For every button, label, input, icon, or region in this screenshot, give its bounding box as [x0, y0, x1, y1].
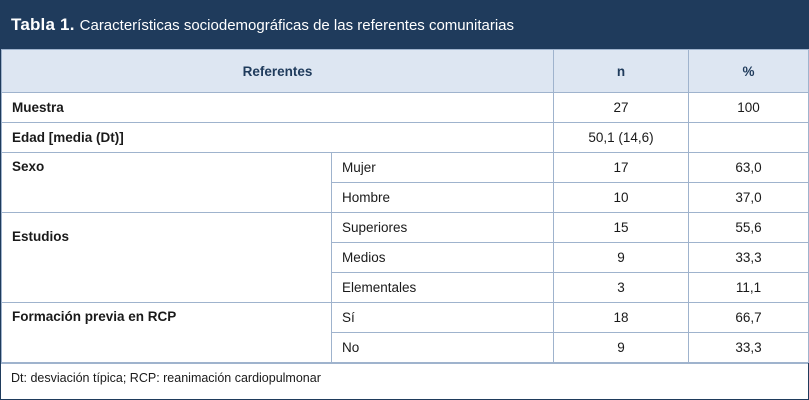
cell-n: 27 — [554, 93, 689, 123]
table-title-bar — [1, 1, 808, 49]
table-row — [2, 123, 809, 153]
table-row — [2, 153, 809, 183]
cell-n: 18 — [554, 303, 689, 333]
row-label-edad: Edad [media (Dt)] — [2, 123, 554, 153]
cell-pct: 37,0 — [689, 183, 809, 213]
cell-n: 3 — [554, 273, 689, 303]
sub-label: Superiores — [332, 213, 554, 243]
group-label-sexo: Sexo — [2, 153, 332, 213]
table-row — [2, 213, 809, 243]
column-header-pct: % — [689, 50, 809, 93]
cell-n: 10 — [554, 183, 689, 213]
cell-pct: 33,3 — [689, 333, 809, 363]
sub-label: Mujer — [332, 153, 554, 183]
sub-label: Hombre — [332, 183, 554, 213]
cell-n: 15 — [554, 213, 689, 243]
row-label-muestra: Muestra — [2, 93, 554, 123]
cell-empty — [689, 123, 809, 153]
cell-n: 17 — [554, 153, 689, 183]
column-header-referentes: Referentes — [2, 50, 554, 93]
cell-pct: 66,7 — [689, 303, 809, 333]
header-row — [2, 50, 809, 93]
sub-label: No — [332, 333, 554, 363]
column-header-n: n — [554, 50, 689, 93]
sub-label: Elementales — [332, 273, 554, 303]
group-label-estudios: Estudios — [2, 213, 332, 303]
cell-pct: 55,6 — [689, 213, 809, 243]
sub-label: Medios — [332, 243, 554, 273]
table-row — [2, 93, 809, 123]
table-number: Tabla 1. — [11, 15, 75, 34]
group-label-formacion: Formación previa en RCP — [2, 303, 332, 363]
cell-n: 9 — [554, 333, 689, 363]
sub-label: Sí — [332, 303, 554, 333]
table-caption: Características sociodemográficas de las referentes comunitarias — [79, 16, 514, 34]
cell-edad-value: 50,1 (14,6) — [554, 123, 689, 153]
cell-pct: 11,1 — [689, 273, 809, 303]
cell-pct: 63,0 — [689, 153, 809, 183]
cell-n: 9 — [554, 243, 689, 273]
table-row — [2, 303, 809, 333]
cell-pct: 100 — [689, 93, 809, 123]
table-footnote: Dt: desviación típica; RCP: reanimación cardiopulmonar — [1, 363, 808, 392]
sociodemographic-table — [1, 49, 809, 363]
cell-pct: 33,3 — [689, 243, 809, 273]
